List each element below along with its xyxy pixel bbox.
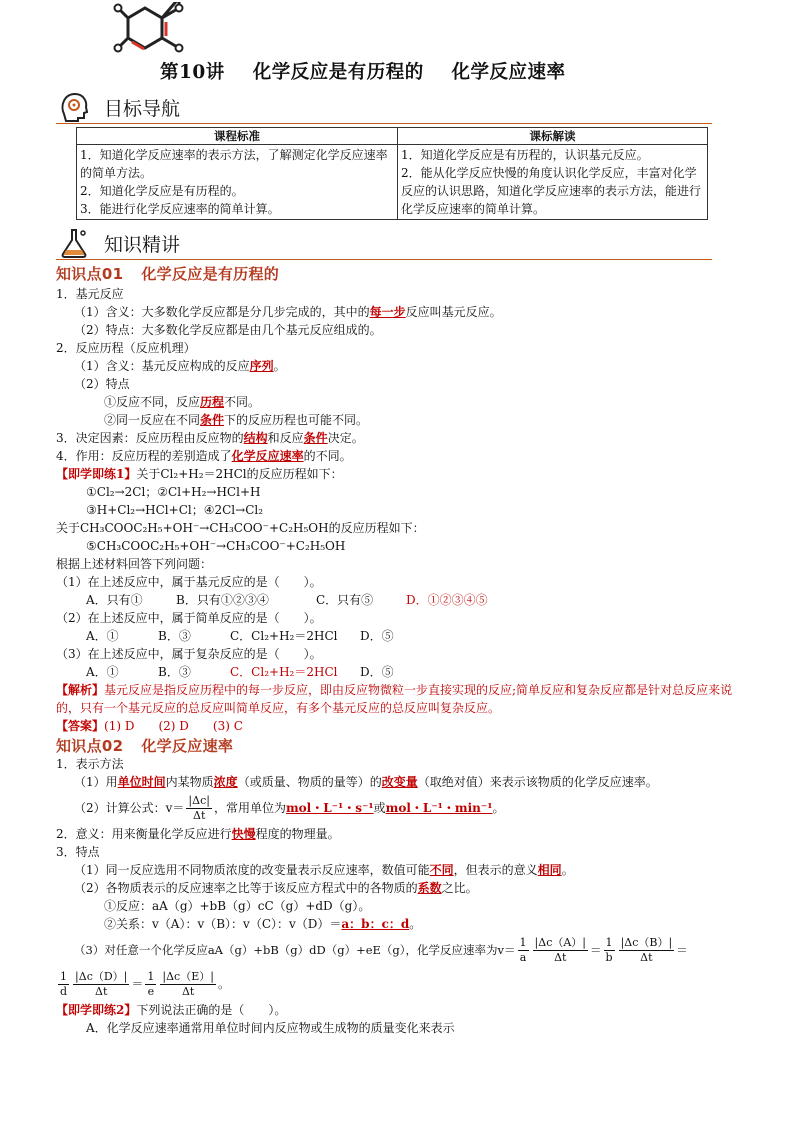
section-title-goals: 目标导航 [104,98,181,120]
text: （2）各物质表示的反应速率之比等于该反应方程式中的各物质的 [74,881,418,895]
text: 和反应 [267,431,304,445]
text-line [56,825,740,843]
option: C．Cl₂+H₂＝2HCl [230,629,338,643]
numerator: 1 [604,936,615,951]
option: C．只有⑤ [316,593,374,607]
text: 。 [409,917,422,931]
option: A．① [86,665,119,679]
table-header-interpretation: 课标解读 [398,128,708,145]
text-line: 关于CH₃COOC₂H₅+OH⁻→CH₃COO⁻+C₂H₅OH的反应历程如下： [56,521,425,535]
unit: mol・L⁻¹・s⁻¹ [285,801,374,815]
numerator: |Δc（D）| [75,969,128,983]
heading-expression: 1．表示方法 [56,757,124,771]
numerator: 1 [58,970,69,985]
exercise-tag: 【即学即练2】 [56,1003,137,1017]
table-cell-interpretation [398,145,708,220]
text: ②同一反应在不同 [104,413,201,427]
reaction-line: ⑤CH₃COOC₂H₅+OH⁻→CH₃COO⁻+C₂H₅OH [86,539,346,553]
unit: mol・L⁻¹・min⁻¹ [385,801,493,815]
equals: ＝ [676,943,688,957]
text: 关于Cl₂+H₂＝2HCl的反应历程如下： [136,467,343,481]
question: （3）在上述反应中，属于复杂反应的是（ ）。 [56,647,322,661]
exercise-tag: 【即学即练1】 [56,467,137,481]
keyword: 条件 [200,413,225,427]
keyword: a：b：c：d [341,917,410,931]
text-line [56,303,740,321]
equals: ＝ [590,943,602,957]
option: A．① [86,629,119,643]
option-correct: D．①②③④⑤ [406,593,488,607]
fraction [604,936,615,965]
denominator: a [519,950,527,964]
section-header-goals [56,92,712,122]
keyword: 系数 [417,881,442,895]
denominator: Δt [193,808,206,822]
text: 不同。 [224,395,261,409]
text-line [56,879,740,897]
keyword: 序列 [249,359,274,373]
equals: ＝ [131,977,144,991]
option: A．化学反应速率通常用单位时间内反应物或生成物的质量变化来表示 [86,1021,455,1035]
numerator: 1 [519,935,527,949]
fraction [58,970,69,999]
denominator: Δt [554,950,567,964]
text: 2．意义：用来衡量化学反应进行 [56,827,232,841]
standard-item: 3．能进行化学反应速率的简单计算。 [80,202,280,216]
exercise-2-intro [56,1001,740,1019]
answer [56,717,740,735]
analysis-tag: 【解析】 [56,683,105,697]
standard-item: 2．知道化学反应是有历程的。 [80,184,244,198]
option: B．③ [158,665,191,679]
text: ②关系：v（A）：v（B）：v（C）：v（D）＝ [104,917,342,931]
numerator: |Δc（E）| [162,969,214,983]
kp1-name: 化学反应是有历程的 [141,265,280,283]
option: A．只有① [86,593,143,607]
brain-head-icon [60,92,88,122]
text: （2）计算公式：v＝ [74,801,185,815]
reaction-line: ③H+Cl₂→HCl+Cl；④2Cl→Cl₂ [86,503,264,517]
keyword: 浓度 [213,775,238,789]
kp2-name: 化学反应速率 [141,737,234,755]
text: （1）用 [74,775,118,789]
text-line: （2）特点：大多数化学反应都是由几个基元反应组成的。 [74,323,382,337]
keyword: 不同 [429,863,454,877]
fraction [186,794,212,823]
fraction [145,970,156,999]
text: （3）对任意一个化学反应aA（g）+bB（g）dD（g）+eE（g），化学反应速率为v＝ [74,943,516,957]
standard-item: 1．知道化学反应速率的表示方法，了解测定化学反应速率的简单方法。 [80,148,388,180]
keyword: 单位时间 [117,775,166,789]
keyword: 历程 [200,395,225,409]
section-header-knowledge [56,228,712,258]
heading-reaction-mechanism: 2．反应历程（反应机理） [56,341,196,355]
molecule-logo [70,2,190,62]
text: （1）同一反应选用不同物质浓度的改变量表示反应速率，数值可能 [74,863,430,877]
option: D．⑤ [360,665,394,679]
analysis [56,681,740,717]
kp1-number: 知识点01 [56,265,124,283]
text: （或质量、物质的量等）的 [237,775,382,789]
flask-icon [60,228,88,258]
denominator: Δt [640,950,653,964]
text: ，但表示的意义 [453,863,538,877]
text: （取绝对值）来表示该物质的化学反应速率。 [417,775,658,789]
text: 程度的物理量。 [255,827,340,841]
keyword: 快慢 [231,827,256,841]
text-line [56,357,740,375]
text: 之比。 [441,881,478,895]
text: 内某物质 [165,775,214,789]
content-body [56,265,740,1037]
text-line [56,411,740,429]
text-line [56,861,740,879]
interpretation-item: 2．能从化学反应快慢的角度认识化学反应，丰富对化学反应的认识思路，知道化学反应速率的表示方法，能进行化学反应速率的简单计算。 [401,166,702,216]
numerator: |Δc（A）| [534,935,587,949]
section-title-knowledge: 知识精讲 [104,234,181,256]
keyword: 条件 [303,431,328,445]
text-line [56,447,740,465]
keyword: 化学反应速率 [231,449,304,463]
option: B．③ [158,629,191,643]
text: 4．作用：反应历程的差别造成了 [56,449,232,463]
knowledge-point-1-heading [56,265,740,283]
text: 决定。 [327,431,364,445]
options-row [56,591,740,609]
text: 的不同。 [303,449,352,463]
denominator: b [605,950,613,964]
reaction-line: ①Cl₂→2Cl；②Cl+H₂→HCl+H [86,485,261,499]
text: （1）含义：大多数化学反应都是分几步完成的，其中的 [74,305,370,319]
fraction [160,970,216,999]
divider [56,259,712,260]
exercise-1-intro [56,465,740,483]
option: D．⑤ [360,629,394,643]
divider [56,123,712,124]
text-line: 根据上述材料回答下列问题： [56,557,213,571]
numerator: |Δc（B）| [620,935,673,949]
text: ，常用单位为 [213,801,286,815]
text: ①反应不同，反应 [104,395,201,409]
fraction [533,936,588,965]
text-line: （2）特点 [74,377,130,391]
text: 。 [217,977,230,991]
lesson-name: 化学反应是有历程的 化学反应速率 [252,62,566,83]
keyword: 每一步 [369,305,406,319]
numerator: 1 [147,969,155,983]
knowledge-point-2-heading [56,737,740,755]
fraction [73,970,129,999]
denominator: Δt [181,984,195,998]
denominator: d [60,984,68,998]
heading-elementary-reaction: 1．基元反应 [56,287,124,301]
lesson-title [160,58,566,84]
keyword: 改变量 [381,775,418,789]
text-line [56,773,740,791]
text-line: ①反应：aA（g）+bB（g）cC（g）+dD（g）。 [104,899,371,913]
option: B．只有①②③④ [176,593,269,607]
curriculum-table [76,127,708,220]
numerator: |Δc| [188,793,210,807]
denominator: Δt [95,984,108,998]
text: （1）含义：基元反应构成的反应 [74,359,250,373]
text: 。 [492,801,505,815]
answer-text: (1) D (2) D (3) C [104,719,243,733]
text: 下列说法正确的是（ ）。 [136,1003,287,1017]
text: 3．决定因素：反应历程由反应物的 [56,431,244,445]
fraction [619,936,675,965]
table-header-standard: 课程标准 [77,128,398,145]
keyword: 相同 [537,863,562,877]
option-correct: C．Cl₂+H₂＝2HCl [230,665,338,679]
question: （1）在上述反应中，属于基元反应的是（ ）。 [56,575,322,589]
table-cell-standard [77,145,398,220]
rate-formula-line [56,933,740,967]
text-line [56,915,740,933]
formula-line [56,791,740,825]
text: 或 [373,801,386,815]
keyword: 结构 [243,431,268,445]
options-row [56,627,740,645]
text: 下的反应历程也可能不同。 [224,413,369,427]
lesson-number: 第10讲 [160,62,225,83]
answer-tag: 【答案】 [56,719,105,733]
options-row [56,663,740,681]
text: 。 [561,863,574,877]
text: 。 [273,359,286,373]
heading-features: 3．特点 [56,845,100,859]
fraction [518,936,529,965]
rate-formula-continued [56,967,740,1001]
text-line [56,429,740,447]
denominator: e [147,984,155,998]
text: 反应叫基元反应。 [405,305,502,319]
question: （2）在上述反应中，属于简单反应的是（ ）。 [56,611,322,625]
interpretation-item: 1．知道化学反应是有历程的，认识基元反应。 [401,148,649,162]
kp2-number: 知识点02 [56,737,124,755]
analysis-text: 基元反应是指反应历程中的每一步反应，即由反应物微粒一步直接实现的反应;简单反应和复杂反应都是针对总反应来说的，只有一个基元反应的总反应叫简单反应，有多个基元反应的总反应叫复杂反应。 [56,683,733,715]
text-line [56,393,740,411]
